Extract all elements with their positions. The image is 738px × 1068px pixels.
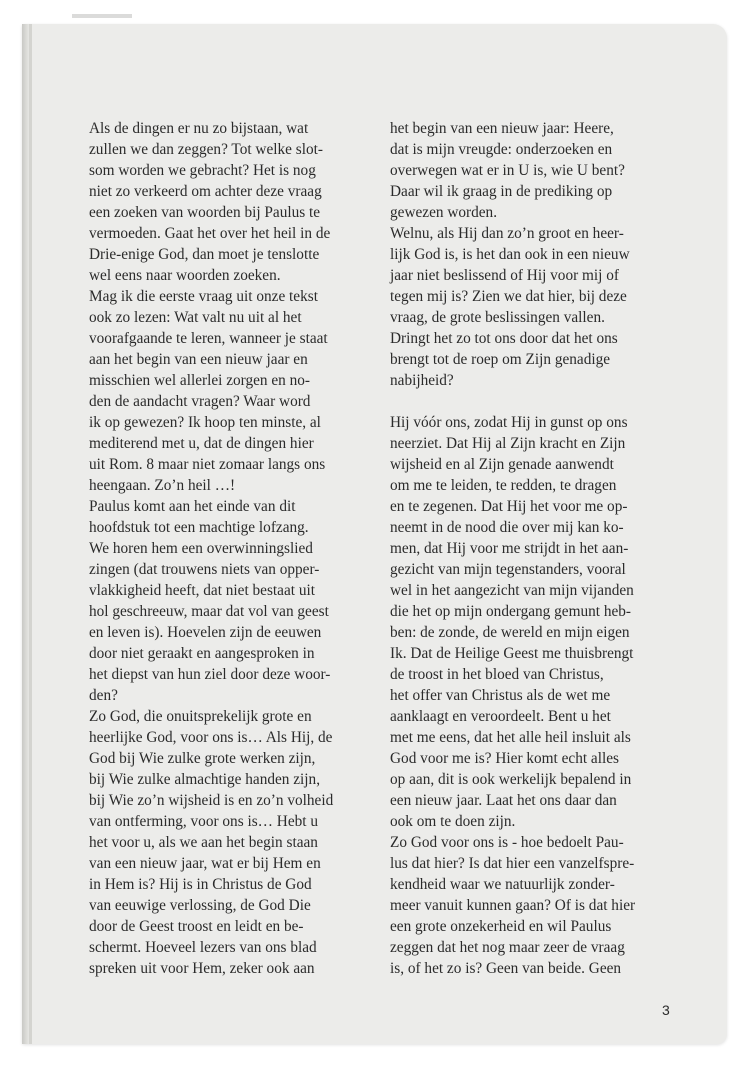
text-line: jaar niet beslissend of Hij voor mij of bbox=[390, 267, 619, 284]
text-line: Zo God, die onuitsprekelijk grote en bbox=[89, 708, 312, 725]
text-line: hoofdstuk tot een machtige lofzang. bbox=[89, 519, 309, 536]
text-line: is, of het zo is? Geen van beide. Geen bbox=[390, 960, 622, 977]
text-line: ben: de zonde, de wereld en mijn eigen bbox=[390, 624, 630, 641]
text-line: heerlijke God, voor ons is… Als Hij, de bbox=[89, 729, 333, 746]
text-line: Mag ik die eerste vraag uit onze tekst bbox=[89, 288, 318, 305]
text-line: wel in het aangezicht van mijn vijanden bbox=[390, 582, 634, 599]
text-line: zingen (dat trouwens niets van opper- bbox=[89, 561, 320, 578]
text-line: misschien wel allerlei zorgen en no- bbox=[89, 372, 311, 389]
text-line: heengaan. Zo’n heil …! bbox=[89, 477, 236, 494]
text-line: gezicht van mijn tegenstanders, vooral bbox=[390, 561, 626, 578]
text-line: het offer van Christus als de wet me bbox=[390, 687, 611, 704]
text-line: den de aandacht vragen? Waar word bbox=[89, 393, 311, 410]
text-line: zullen we dan zeggen? Tot welke slot- bbox=[89, 141, 323, 158]
text-line: schermt. Hoeveel lezers van ons blad bbox=[89, 939, 317, 956]
text-line: som worden we gebracht? Het is nog bbox=[89, 162, 316, 179]
text-line: met me eens, dat het alle heil insluit als bbox=[390, 729, 631, 746]
text-line: wijsheid en al Zijn genade aanwendt bbox=[390, 456, 614, 473]
text-line: overwegen wat er in U is, wie U bent? bbox=[390, 162, 625, 179]
text-line: hol geschreeuw, maar dat vol van geest bbox=[89, 603, 329, 620]
text-line: kendheid waar we natuurlijk zonder- bbox=[390, 876, 615, 893]
text-line: Dringt het zo tot ons door dat het ons bbox=[390, 330, 618, 347]
text-line: gewezen worden. bbox=[390, 204, 498, 221]
text-line: brengt tot de roep om Zijn genadige bbox=[390, 351, 611, 368]
text-line: en te zegenen. Dat Hij het voor me op- bbox=[390, 498, 628, 515]
binding-edge bbox=[29, 24, 32, 1044]
left-column bbox=[89, 118, 333, 979]
text-line: God bij Wie zulke grote werken zijn, bbox=[89, 750, 316, 767]
text-line: een grote onzekerheid en wil Paulus bbox=[390, 918, 612, 935]
text-line: op aan, dit is ook werkelijk bepalend in bbox=[390, 771, 632, 788]
right-column bbox=[390, 118, 635, 979]
text-line: uit Rom. 8 maar niet zomaar langs ons bbox=[89, 456, 326, 473]
text-line: het diepst van hun ziel door deze woor- bbox=[89, 666, 331, 683]
text-line: lus dat hier? Is dat hier een vanzelfspre- bbox=[390, 855, 635, 872]
text-line: Ik. Dat de Heilige Geest me thuisbrengt bbox=[390, 645, 634, 662]
text-line: vlakkigheid heeft, dat niet bestaat uit bbox=[89, 582, 315, 599]
page-number: 3 bbox=[662, 1002, 670, 1018]
text-line: een nieuw jaar. Laat het ons daar dan bbox=[390, 792, 617, 809]
text-line: en leven is). Hoevelen zijn de eeuwen bbox=[89, 624, 322, 641]
text-line: Zo God voor ons is - hoe bedoelt Pau- bbox=[390, 834, 624, 851]
text-line: vraag, de grote beslissingen vallen. bbox=[390, 309, 605, 326]
text-line: Daar wil ik graag in de prediking op bbox=[390, 183, 613, 200]
text-line: ook zo lezen: Wat valt nu uit al het bbox=[89, 309, 302, 326]
paragraph-gap bbox=[390, 391, 635, 412]
text-line: dat is mijn vreugde: onderzoeken en bbox=[390, 141, 613, 158]
text-line: neemt in de nood die over mij kan ko- bbox=[390, 519, 624, 536]
text-line: om me te leiden, te redden, te dragen bbox=[390, 477, 617, 494]
text-line: voorafgaande te leren, wanneer je staat bbox=[89, 330, 328, 347]
text-line: ik op gewezen? Ik hoop ten minste, al bbox=[89, 414, 321, 431]
text-line: den? bbox=[89, 687, 118, 704]
text-line: men, dat Hij voor me strijdt in het aan- bbox=[390, 540, 629, 557]
text-line: tegen mij is? Zien we dat hier, bij deze bbox=[390, 288, 627, 305]
text-line: vermoeden. Gaat het over het heil in de bbox=[89, 225, 331, 242]
text-line: van een nieuw jaar, wat er bij Hem en bbox=[89, 855, 321, 872]
text-line: de troost in het bloed van Christus, bbox=[390, 666, 604, 683]
text-line: Welnu, als Hij dan zo’n groot en heer- bbox=[390, 225, 624, 242]
text-line: Hij vóór ons, zodat Hij in gunst op ons bbox=[390, 414, 628, 431]
right-column-part-1 bbox=[390, 118, 635, 391]
text-line: Paulus komt aan het einde van dit bbox=[89, 498, 296, 515]
text-line: We horen hem een overwinningslied bbox=[89, 540, 313, 557]
text-line: aan het begin van een nieuw jaar en bbox=[89, 351, 308, 368]
text-line: het voor u, als we aan het begin staan bbox=[89, 834, 318, 851]
text-line: niet zo verkeerd om achter deze vraag bbox=[89, 183, 322, 200]
scan-mark bbox=[72, 14, 132, 18]
text-line: neerziet. Dat Hij al Zijn kracht en Zijn bbox=[390, 435, 626, 452]
text-line: wel eens naar woorden zoeken. bbox=[89, 267, 281, 284]
text-line: Als de dingen er nu zo bijstaan, wat bbox=[89, 120, 309, 137]
text-line: bij Wie zulke almachtige handen zijn, bbox=[89, 771, 321, 788]
text-line: door de Geest troost en leidt en be- bbox=[89, 918, 304, 935]
text-line: meer vanuit kunnen gaan? Of is dat hier bbox=[390, 897, 636, 914]
text-line: God voor me is? Hier komt echt alles bbox=[390, 750, 619, 767]
text-line: die het op mijn ondergang gemunt heb- bbox=[390, 603, 632, 620]
text-line: door niet geraakt en aangesproken in bbox=[89, 645, 315, 662]
text-line: lijk God is, is het dan ook in een nieuw bbox=[390, 246, 630, 263]
right-column-part-2 bbox=[390, 412, 635, 979]
text-line: in Hem is? Hij is in Christus de God bbox=[89, 876, 312, 893]
text-line: spreken uit voor Hem, zeker ook aan bbox=[89, 960, 315, 977]
text-line: zeggen dat het nog maar zeer de vraag bbox=[390, 939, 625, 956]
text-line: een zoeken van woorden bij Paulus te bbox=[89, 204, 321, 221]
text-line: van ontferming, voor ons is… Hebt u bbox=[89, 813, 318, 830]
binding-shadow bbox=[22, 24, 29, 1044]
text-line: nabijheid? bbox=[390, 372, 454, 389]
text-line: het begin van een nieuw jaar: Heere, bbox=[390, 120, 614, 137]
text-line: mediterend met u, dat de dingen hier bbox=[89, 435, 314, 452]
text-line: bij Wie zo’n wijsheid is en zo’n volheid bbox=[89, 792, 334, 809]
text-line: aanklaagt en veroordeelt. Bent u het bbox=[390, 708, 611, 725]
text-line: Drie-enige God, dan moet je tenslotte bbox=[89, 246, 320, 263]
text-line: van eeuwige verlossing, de God Die bbox=[89, 897, 311, 914]
text-line: ook om te doen zijn. bbox=[390, 813, 516, 830]
